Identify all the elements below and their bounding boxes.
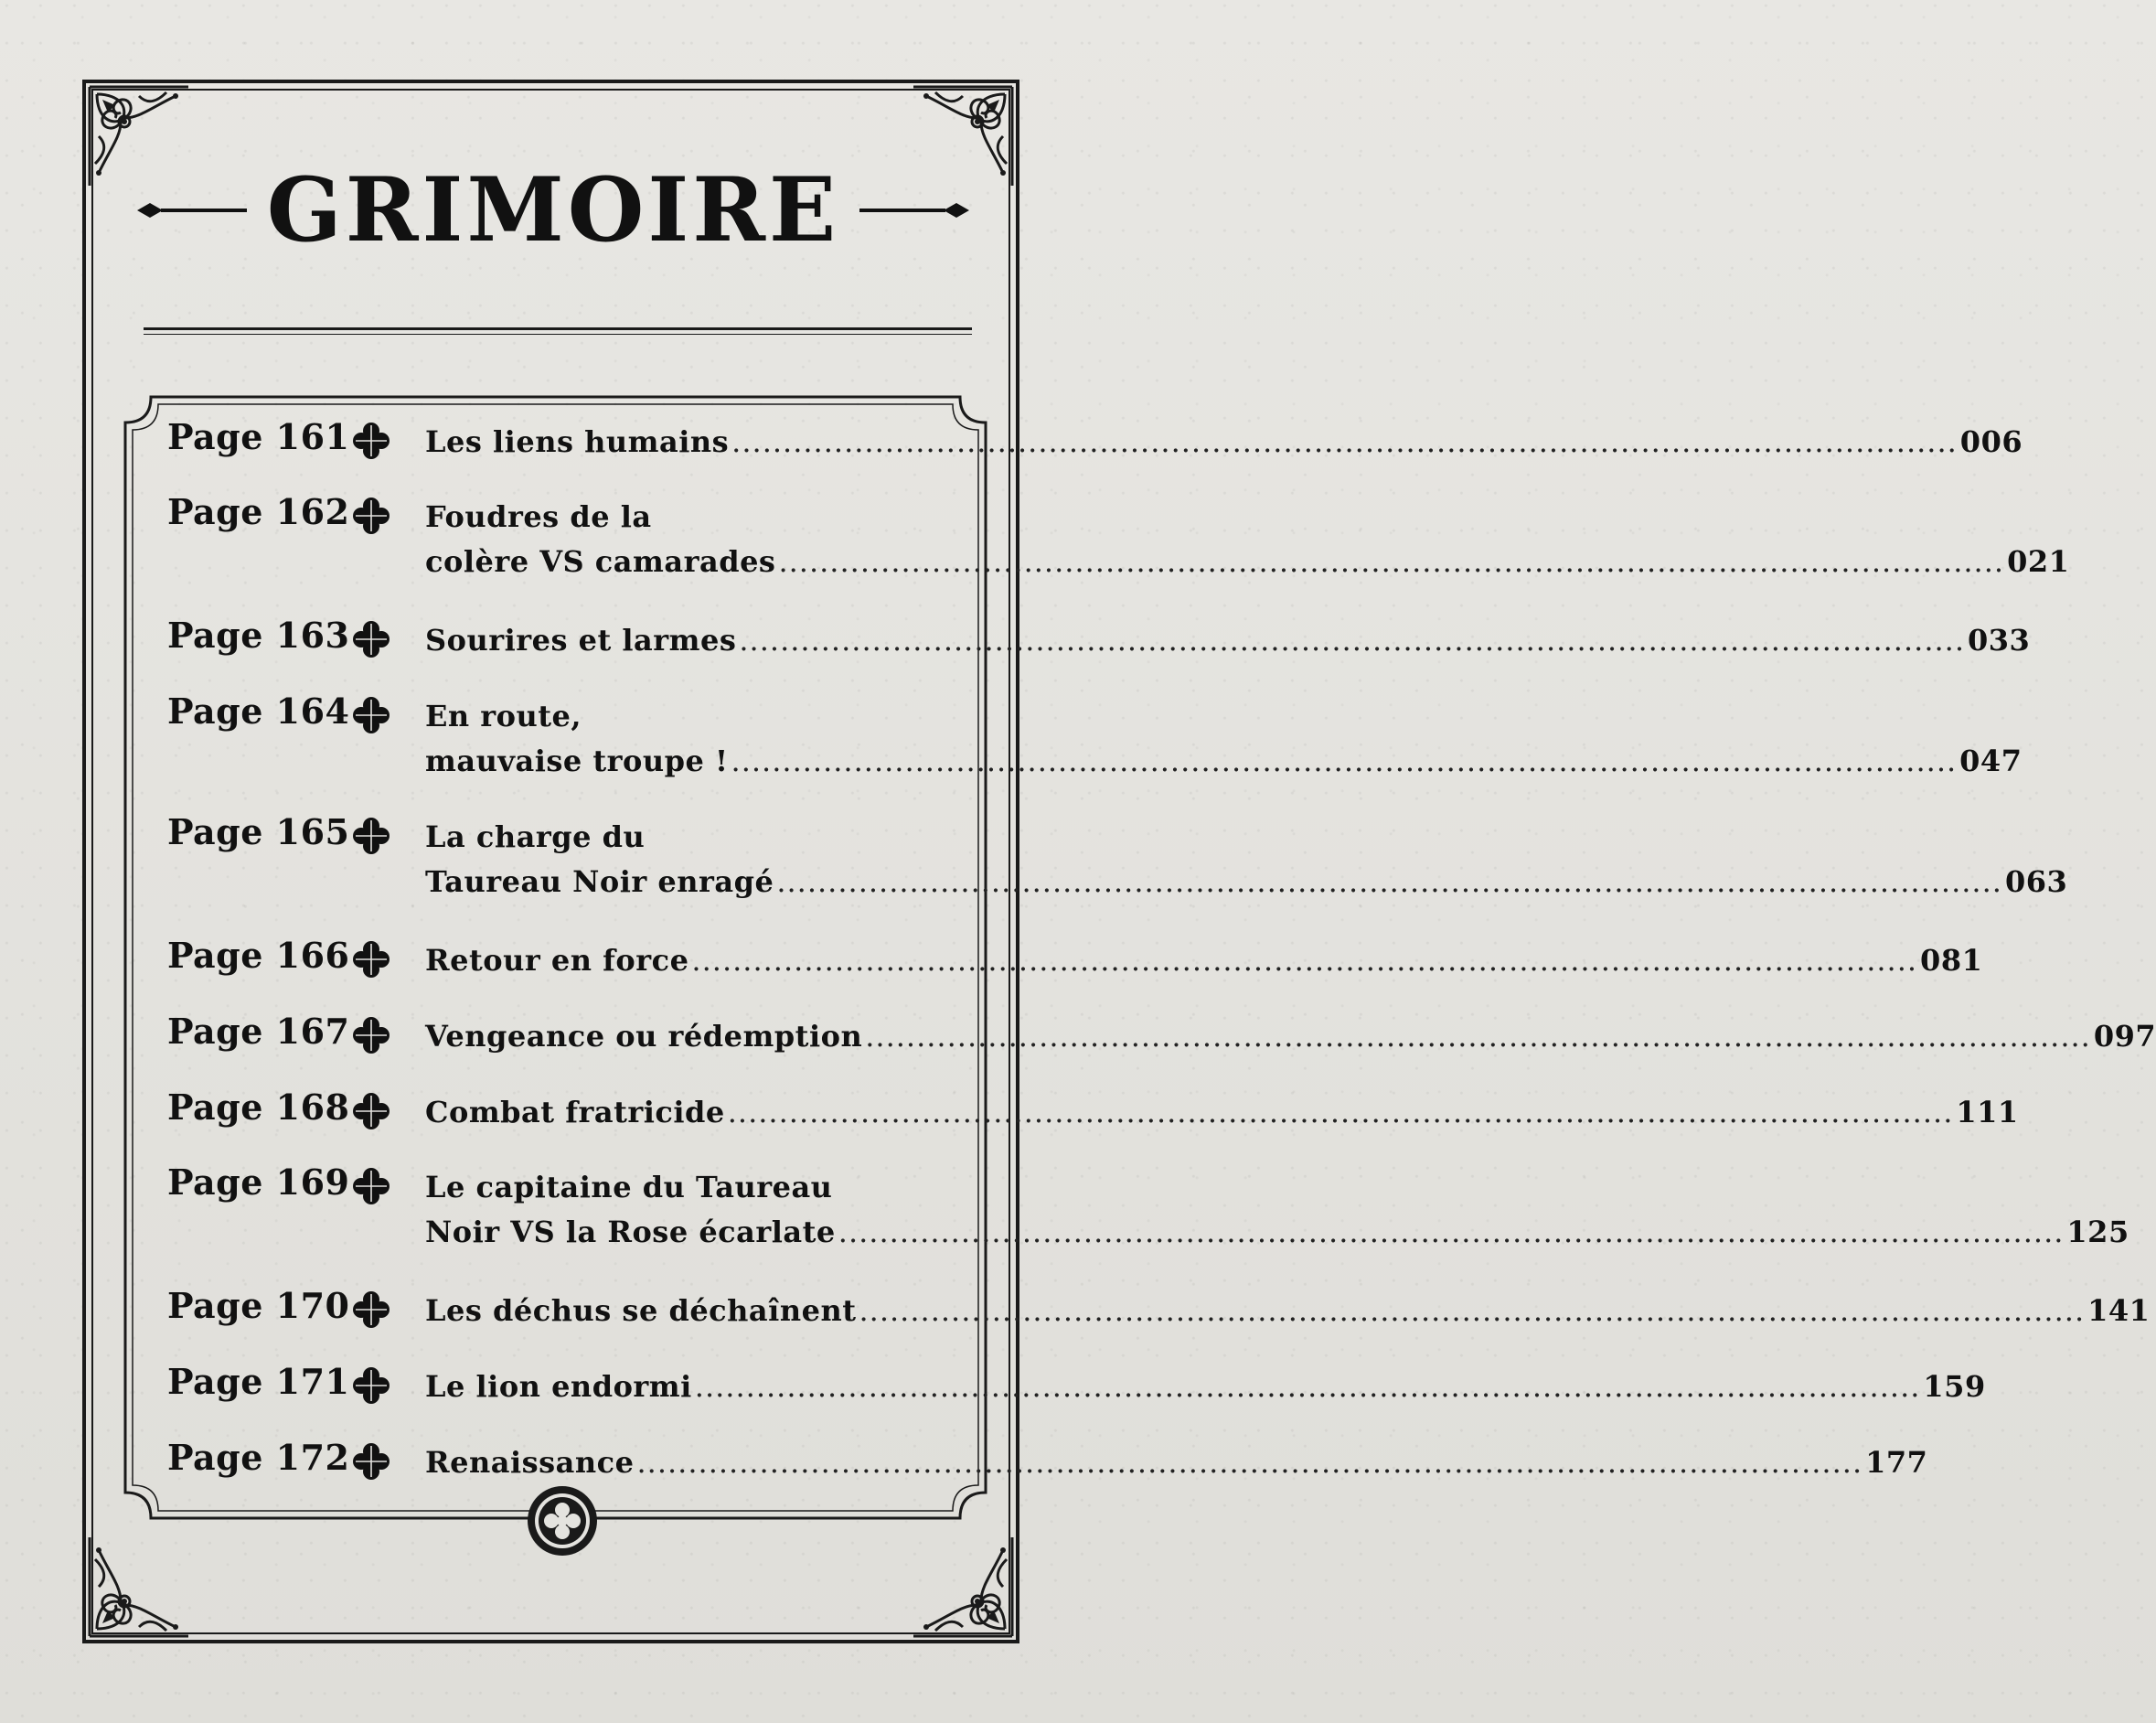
title-divider-thin — [144, 334, 972, 335]
chapter-label: Page 162 — [167, 491, 350, 532]
page-number: 081 — [1920, 943, 1983, 978]
chapter-title — [425, 1364, 1986, 1409]
chapter-title-line: En route, — [425, 699, 582, 733]
chapter-title — [425, 1440, 1928, 1485]
dot-leader: ........................................................................................................................ — [731, 744, 1958, 778]
chapter-title-line: mauvaise troupe ! — [425, 744, 729, 778]
chapter-title — [425, 1090, 2019, 1135]
clover-icon — [350, 1289, 392, 1331]
chapter-label: Page 166 — [167, 935, 350, 976]
chapter-title-line: Noir VS la Rose écarlate — [425, 1215, 836, 1249]
chapter-title — [425, 618, 2031, 663]
clover-icon — [350, 420, 392, 462]
chapter-label: Page 164 — [167, 690, 350, 732]
dot-leader: ........................................................................................................................ — [739, 623, 1965, 658]
chapter-title-line: Foudres de la — [425, 499, 652, 534]
page-number: 033 — [1968, 623, 2031, 658]
clover-icon — [350, 815, 392, 857]
chapter-title — [425, 420, 2023, 465]
title-divider — [144, 327, 972, 330]
chapter-title-line: Renaissance — [425, 1445, 635, 1480]
dot-leader: ........................................................................................................................ — [731, 424, 1958, 459]
clover-icon — [350, 938, 392, 980]
chapter-title — [425, 694, 2023, 784]
page-number: 021 — [2007, 544, 2070, 579]
chapter-title — [425, 1165, 2129, 1255]
dot-leader: ........................................................................................................................ — [865, 1019, 2091, 1054]
dot-leader: ........................................................................................................................ — [838, 1215, 2065, 1249]
clover-seal-icon — [526, 1484, 599, 1557]
clover-icon — [350, 1440, 392, 1482]
chapter-title-line: Combat fratricide — [425, 1095, 725, 1129]
chapter-title — [425, 1014, 2156, 1059]
dot-leader: ........................................................................................................................ — [694, 1369, 1921, 1404]
chapter-title-line: Les liens humains — [425, 424, 730, 459]
page-number: 097 — [2093, 1019, 2156, 1054]
chapter-title-line: Sourires et larmes — [425, 623, 737, 658]
flourish-corner-icon — [84, 1532, 194, 1642]
chapter-label: Page 167 — [167, 1011, 350, 1052]
chapter-label: Page 161 — [167, 416, 350, 457]
dot-leader: ........................................................................................................................ — [859, 1293, 2086, 1328]
clover-icon — [350, 495, 392, 537]
chapter-title-line: Le lion endormi — [425, 1369, 692, 1404]
dot-leader: ........................................................................................................................ — [636, 1445, 1863, 1480]
dot-leader: ........................................................................................................................ — [727, 1095, 1954, 1129]
dot-leader: ........................................................................................................................ — [776, 864, 2002, 899]
page-number: 141 — [2087, 1293, 2151, 1328]
chapter-title — [425, 938, 1983, 983]
chapter-title-line: La charge du — [425, 819, 646, 854]
page-number: 159 — [1923, 1369, 1986, 1404]
chapter-title-line: colère VS camarades — [425, 544, 776, 579]
clover-icon — [350, 1165, 392, 1207]
title-row — [128, 137, 978, 284]
clover-icon — [350, 1364, 392, 1407]
chapter-title-line: Retour en force — [425, 943, 689, 978]
chapter-label: Page 171 — [167, 1361, 350, 1402]
chapter-title-line: Les déchus se déchaînent — [425, 1293, 857, 1328]
chapter-label: Page 170 — [167, 1285, 350, 1326]
chapter-label: Page 168 — [167, 1086, 350, 1128]
page-title: GRIMOIRE — [266, 158, 840, 262]
chapter-title — [425, 815, 2068, 904]
chapter-title-line: Le capitaine du Taureau — [425, 1170, 833, 1204]
chapter-label: Page 165 — [167, 811, 350, 852]
dot-leader: ........................................................................................................................ — [778, 544, 2005, 579]
page-number: 047 — [1959, 744, 2023, 778]
clover-icon — [350, 694, 392, 736]
clover-icon — [350, 1090, 392, 1132]
chapter-title — [425, 1289, 2151, 1333]
clover-icon — [350, 618, 392, 660]
page-number: 125 — [2066, 1215, 2129, 1249]
left-ornament-icon — [137, 192, 247, 229]
page-number: 006 — [1959, 424, 2023, 459]
page-number: 063 — [2004, 864, 2068, 899]
chapter-title-line: Taureau Noir enragé — [425, 864, 774, 899]
clover-icon — [350, 1014, 392, 1056]
chapter-label: Page 172 — [167, 1437, 350, 1478]
chapter-title — [425, 495, 2070, 584]
chapter-label: Page 169 — [167, 1161, 350, 1203]
flourish-corner-icon — [908, 1532, 1018, 1642]
chapter-title-line: Vengeance ou rédemption — [425, 1019, 863, 1054]
dot-leader: ........................................................................................................................ — [691, 943, 1918, 978]
chapter-label: Page 163 — [167, 615, 350, 656]
page-number: 111 — [1956, 1095, 2019, 1129]
page-number: 177 — [1865, 1445, 1928, 1480]
right-ornament-icon — [859, 192, 969, 229]
